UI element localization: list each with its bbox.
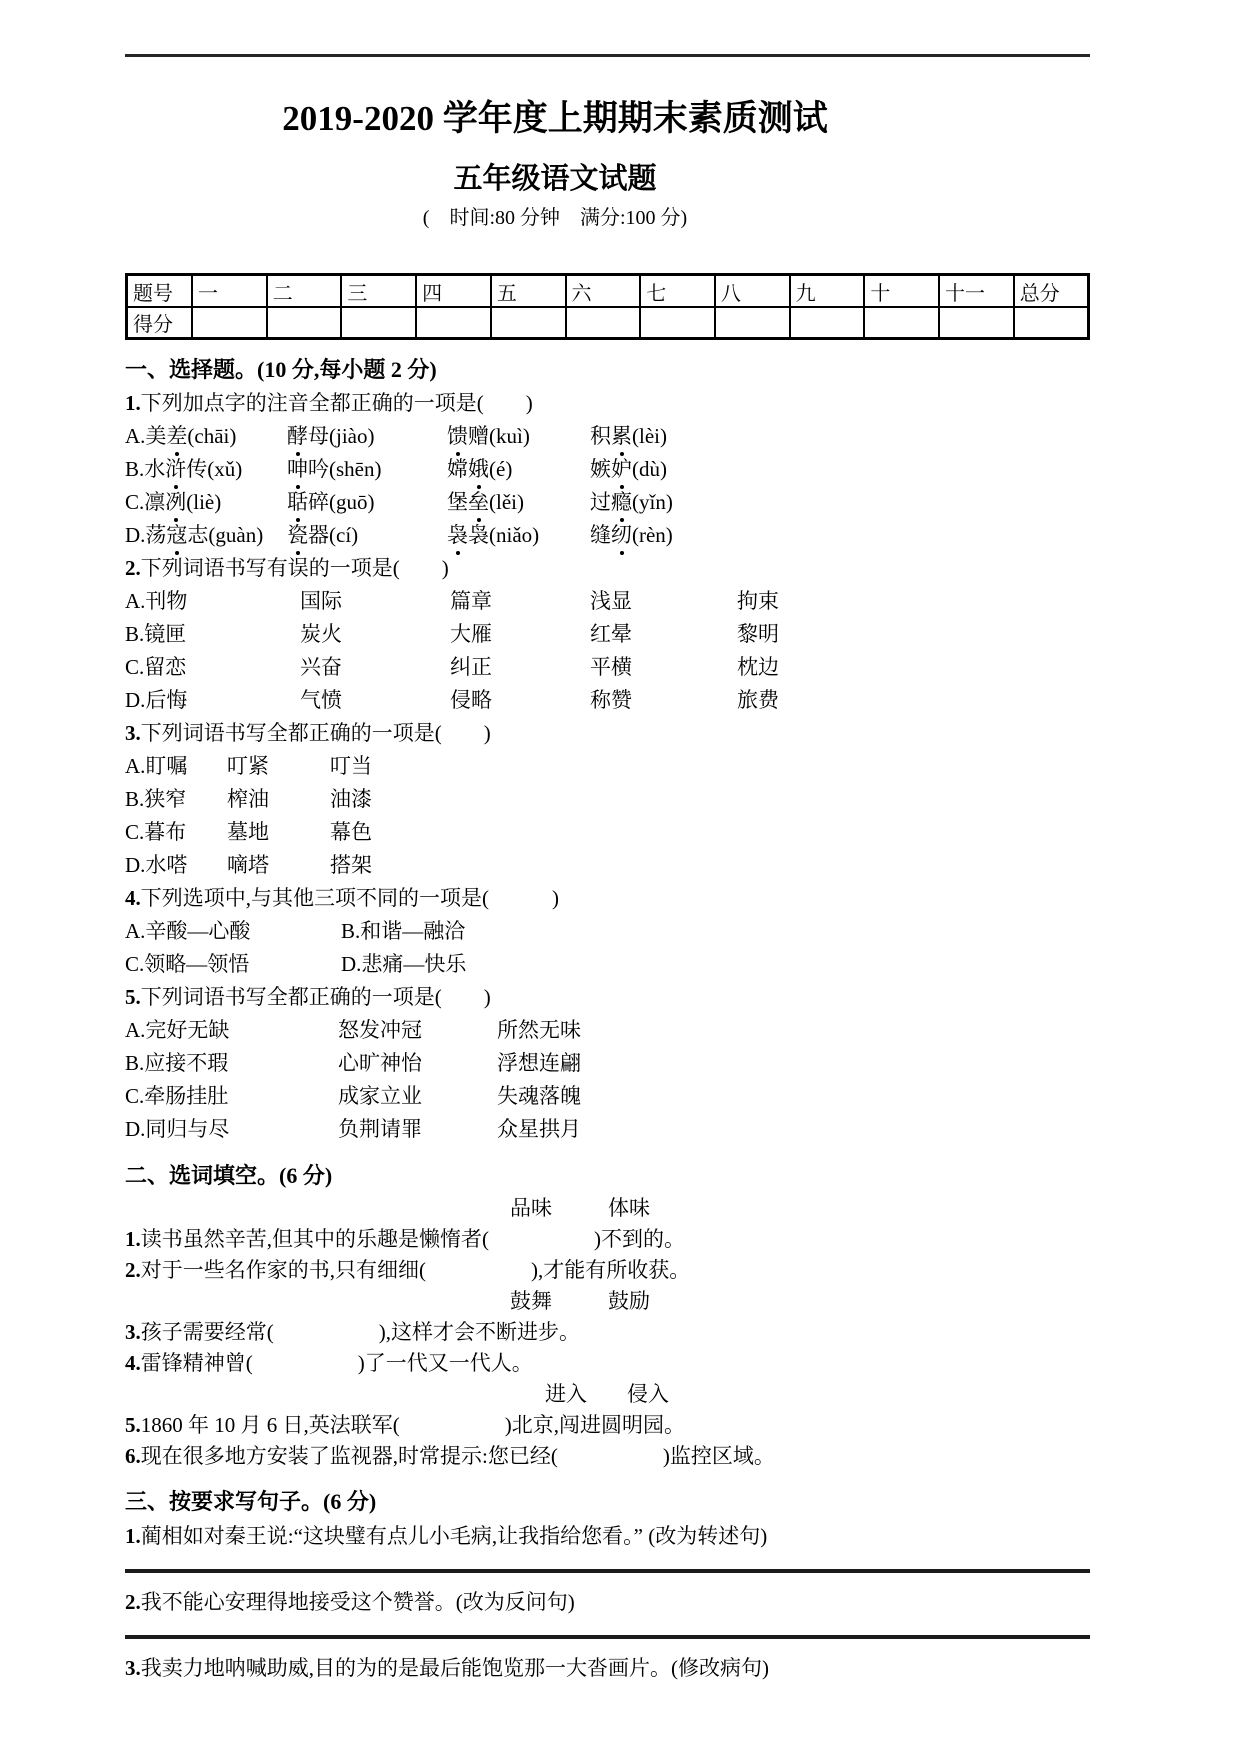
question-text: 我不能心安理得地接受这个赞誉。(改为反问句): [140, 1590, 575, 1614]
option-row: [125, 816, 1090, 849]
option-item: 嘀塔: [227, 853, 269, 877]
score-empty-cell: [341, 307, 416, 339]
score-empty-cell: [640, 307, 715, 339]
option-row: [125, 1047, 1090, 1080]
question-number: 1.: [125, 1524, 141, 1548]
section-3-heading: 三、按要求写句子。(6 分): [125, 1489, 377, 1514]
answer-line: [125, 1569, 1090, 1573]
score-row-label-cell: 得分: [127, 307, 193, 339]
score-empty-cell: [192, 307, 267, 339]
option-item: 聒碎(guō): [287, 486, 447, 519]
option-row: [125, 1080, 1090, 1113]
question-text: 我卖力地呐喊助威,目的为的是最后能饱览那一大沓画片。(修改病句): [140, 1656, 769, 1680]
word-choice: 侵入: [627, 1382, 669, 1406]
question-number: 4.: [125, 886, 141, 910]
option-item: D.水嗒: [125, 853, 188, 877]
option-item: 积累(lèi): [590, 420, 1090, 453]
option-row: [125, 651, 1090, 684]
emphasis-dot-char: 累: [611, 420, 632, 453]
emphasis-dot-char: 冽: [165, 486, 186, 519]
exam-title: 2019-2020 学年度上期期末素质测试: [282, 99, 828, 138]
score-empty-cell: [267, 307, 342, 339]
word-choice-pair: [510, 1193, 1090, 1224]
score-empty-cell: [715, 307, 790, 339]
option-item: 怒发冲冠: [338, 1018, 422, 1042]
section-3: [125, 1485, 1090, 1685]
option-row: [125, 453, 1090, 486]
section-2-rows: [125, 1193, 1090, 1472]
question-text: 下列加点字的注音全都正确的一项是( ): [140, 391, 533, 415]
section-3-rows: [125, 1519, 1090, 1685]
emphasis-dot-char: 袅: [447, 519, 468, 552]
word-choice: 体味: [608, 1196, 650, 1220]
fill-in-question: [125, 1255, 1090, 1286]
option-item: 榨油: [227, 787, 269, 811]
option-item: 浮想连翩: [497, 1051, 581, 1075]
question-number: 5.: [125, 985, 141, 1009]
question-text: 下列词语书写有误的一项是( ): [140, 556, 449, 580]
score-empty-cell: [491, 307, 566, 339]
question-text: 孩子需要经常( ),这样才会不断进步。: [140, 1320, 580, 1344]
score-table-body: [127, 275, 1089, 339]
exam-header: [125, 95, 985, 233]
score-table-score-row: [127, 307, 1089, 339]
fill-in-question: [125, 1317, 1090, 1348]
option-item: 幕色: [330, 820, 372, 844]
option-item: 油漆: [330, 787, 372, 811]
option-item: 大雁: [450, 622, 492, 646]
option-item: B.和谐—融洽: [341, 919, 466, 943]
exam-subtitle: 五年级语文试题: [453, 163, 657, 195]
option-item: A.完好无缺: [125, 1018, 230, 1042]
option-item: D.同归与尽: [125, 1117, 230, 1141]
option-item: 旅费: [737, 688, 779, 712]
question-number: 2.: [125, 1258, 141, 1282]
option-item: 炭火: [300, 622, 342, 646]
option-item: 心旷神怡: [338, 1051, 422, 1075]
question-stem: [125, 981, 1090, 1014]
option-item: A.美差(chāi): [125, 420, 287, 453]
question-text: 对于一些名作家的书,只有细细( ),才能有所收获。: [140, 1258, 691, 1282]
score-table-label-cell: 题号: [127, 275, 193, 308]
option-item: A.盯嘱: [125, 754, 188, 778]
question-text: 1860 年 10 月 6 日,英法联军( )北京,闯进圆明园。: [140, 1413, 685, 1437]
option-row: [125, 1113, 1090, 1146]
word-choice: 鼓舞: [510, 1289, 552, 1313]
exam-meta-line: ( 时间:80 分钟 满分:100 分): [422, 207, 688, 229]
score-table-number-cell: 七: [640, 275, 715, 308]
option-item: 过瘾(yǐn): [590, 486, 1090, 519]
question-number: 1.: [125, 1227, 141, 1251]
emphasis-dot-char: 呻: [287, 453, 308, 486]
score-empty-cell: [864, 307, 939, 339]
emphasis-dot-char: 瘾: [611, 486, 632, 519]
option-item: 篇章: [450, 589, 492, 613]
question-number: 2.: [125, 1590, 141, 1614]
sentence-question: [125, 1651, 1090, 1685]
question-number: 6.: [125, 1444, 141, 1468]
score-table-number-cell: 十: [864, 275, 939, 308]
option-item: 成家立业: [338, 1084, 422, 1108]
score-table-header-row: [127, 275, 1089, 308]
question-number: 3.: [125, 1656, 141, 1680]
option-item: D.后悔: [125, 688, 188, 712]
emphasis-dot-char: 聒: [287, 486, 308, 519]
word-choice-pair: [545, 1379, 1090, 1410]
question-stem: [125, 552, 1090, 585]
fill-in-question: [125, 1410, 1090, 1441]
option-row: [125, 420, 1090, 453]
emphasis-dot-char: 浒: [165, 453, 186, 486]
option-item: 称赞: [590, 688, 632, 712]
score-empty-cell: [790, 307, 865, 339]
option-row: [125, 915, 1090, 948]
option-item: 浅显: [590, 589, 632, 613]
fill-in-question: [125, 1224, 1090, 1255]
option-item: B.水浒传(xǔ): [125, 453, 287, 486]
question-number: 1.: [125, 391, 141, 415]
option-item: 枕边: [737, 655, 779, 679]
emphasis-dot-char: 馈: [447, 420, 468, 453]
option-row: [125, 783, 1090, 816]
question-number: 5.: [125, 1413, 141, 1437]
section-2: [125, 1159, 1090, 1472]
option-item: 瓷器(cí): [287, 519, 447, 552]
question-stem: [125, 717, 1090, 750]
option-item: 墓地: [227, 820, 269, 844]
sentence-question: [125, 1519, 1090, 1553]
option-item: 酵母(jiào): [287, 420, 447, 453]
score-table-number-cell: 六: [566, 275, 641, 308]
section-2-heading: 二、选词填空。(6 分): [125, 1163, 333, 1188]
score-table: [125, 273, 1090, 340]
word-choice: 鼓励: [608, 1289, 650, 1313]
option-item: 侵略: [450, 688, 492, 712]
emphasis-dot-char: 纫: [611, 519, 632, 552]
option-row: [125, 585, 1090, 618]
option-item: 馈赠(kuì): [447, 420, 590, 453]
score-table-number-cell: 八: [715, 275, 790, 308]
option-row: [125, 948, 1090, 981]
option-item: 所然无味: [497, 1018, 581, 1042]
option-item: 叮紧: [227, 754, 269, 778]
score-empty-cell: [566, 307, 641, 339]
score-table-number-cell: 九: [790, 275, 865, 308]
top-rule: [125, 54, 1090, 57]
option-item: C.暮布: [125, 820, 187, 844]
fill-in-question: [125, 1441, 1090, 1472]
emphasis-dot-char: 瓷: [287, 519, 308, 552]
option-item: 兴奋: [300, 655, 342, 679]
option-item: A.刊物: [125, 589, 188, 613]
question-text: 蔺相如对秦王说:“这块璧有点儿小毛病,让我指给您看。” (改为转述句): [140, 1524, 768, 1548]
option-item: 众星拱月: [497, 1117, 581, 1141]
question-number: 4.: [125, 1351, 141, 1375]
option-item: 气愤: [300, 688, 342, 712]
question-text: 下列词语书写全都正确的一项是( ): [140, 721, 491, 745]
option-item: 袅袅(niǎo): [447, 519, 590, 552]
option-item: 红晕: [590, 622, 632, 646]
option-row: [125, 486, 1090, 519]
word-choice: 进入: [545, 1382, 587, 1406]
question-text: 下列选项中,与其他三项不同的一项是( ): [140, 886, 559, 910]
question-number: 3.: [125, 1320, 141, 1344]
option-item: B.应接不瑕: [125, 1051, 229, 1075]
question-text: 雷锋精神曾( )了一代又一代人。: [140, 1351, 533, 1375]
score-table-number-cell: 十一: [939, 275, 1014, 308]
section-1-heading: 一、选择题。(10 分,每小题 2 分): [125, 357, 437, 382]
emphasis-dot-char: 寇: [166, 519, 187, 552]
word-choice-pair: [510, 1286, 1090, 1317]
emphasis-dot-char: 娥: [468, 453, 489, 486]
score-table-number-cell: 二: [267, 275, 342, 308]
option-item: 失魂落魄: [497, 1084, 581, 1108]
question-number: 3.: [125, 721, 141, 745]
option-item: 嫦娥(é): [447, 453, 590, 486]
question-stem: [125, 387, 1090, 420]
option-item: 缝纫(rèn): [590, 519, 1090, 552]
score-table-number-cell: 总分: [1014, 275, 1089, 308]
question-text: 读书虽然辛苦,但其中的乐趣是懒惰者( )不到的。: [140, 1227, 685, 1251]
sentence-question: [125, 1585, 1090, 1619]
option-item: A.辛酸—心酸: [125, 919, 251, 943]
score-empty-cell: [416, 307, 491, 339]
option-item: C.领略—领悟: [125, 952, 250, 976]
option-item: 纠正: [450, 655, 492, 679]
option-item: C.牵肠挂肚: [125, 1084, 229, 1108]
emphasis-dot-char: 差: [166, 420, 187, 453]
option-row: [125, 519, 1090, 552]
emphasis-dot-char: 酵: [287, 420, 308, 453]
score-empty-cell: [1014, 307, 1089, 339]
question-stem: [125, 882, 1090, 915]
word-choice: 品味: [510, 1196, 552, 1220]
option-item: 嫉妒(dù): [590, 453, 1090, 486]
option-item: 堡垒(lěi): [447, 486, 590, 519]
score-empty-cell: [939, 307, 1014, 339]
option-item: 搭架: [330, 853, 372, 877]
option-item: D.悲痛—快乐: [341, 952, 467, 976]
option-item: 拘束: [737, 589, 779, 613]
option-row: [125, 750, 1090, 783]
option-item: D.荡寇志(guàn): [125, 519, 287, 552]
option-item: 平横: [590, 655, 632, 679]
option-row: [125, 849, 1090, 882]
emphasis-dot-char: 妒: [611, 453, 632, 486]
option-row: [125, 1014, 1090, 1047]
page-content: [125, 54, 1090, 1685]
score-table-number-cell: 五: [491, 275, 566, 308]
option-item: C.凛冽(liè): [125, 486, 287, 519]
option-row: [125, 618, 1090, 651]
option-item: 国际: [300, 589, 342, 613]
question-text: 现在很多地方安装了监视器,时常提示:您已经( )监控区域。: [140, 1444, 775, 1468]
option-item: 叮当: [330, 754, 372, 778]
option-item: 负荆请罪: [338, 1117, 422, 1141]
score-table-number-cell: 三: [341, 275, 416, 308]
option-item: B.狭窄: [125, 787, 187, 811]
emphasis-dot-char: 垒: [468, 486, 489, 519]
option-item: C.留恋: [125, 655, 187, 679]
question-number: 2.: [125, 556, 141, 580]
fill-in-question: [125, 1348, 1090, 1379]
score-table-number-cell: 四: [416, 275, 491, 308]
option-row: [125, 684, 1090, 717]
option-item: B.镜匣: [125, 622, 187, 646]
answer-line: [125, 1635, 1090, 1639]
question-text: 下列词语书写全都正确的一项是( ): [140, 985, 491, 1009]
section-1: [125, 353, 1090, 1146]
option-item: 呻吟(shēn): [287, 453, 447, 486]
section-1-questions: [125, 387, 1090, 1146]
score-table-number-cell: 一: [192, 275, 267, 308]
option-item: 黎明: [737, 622, 779, 646]
